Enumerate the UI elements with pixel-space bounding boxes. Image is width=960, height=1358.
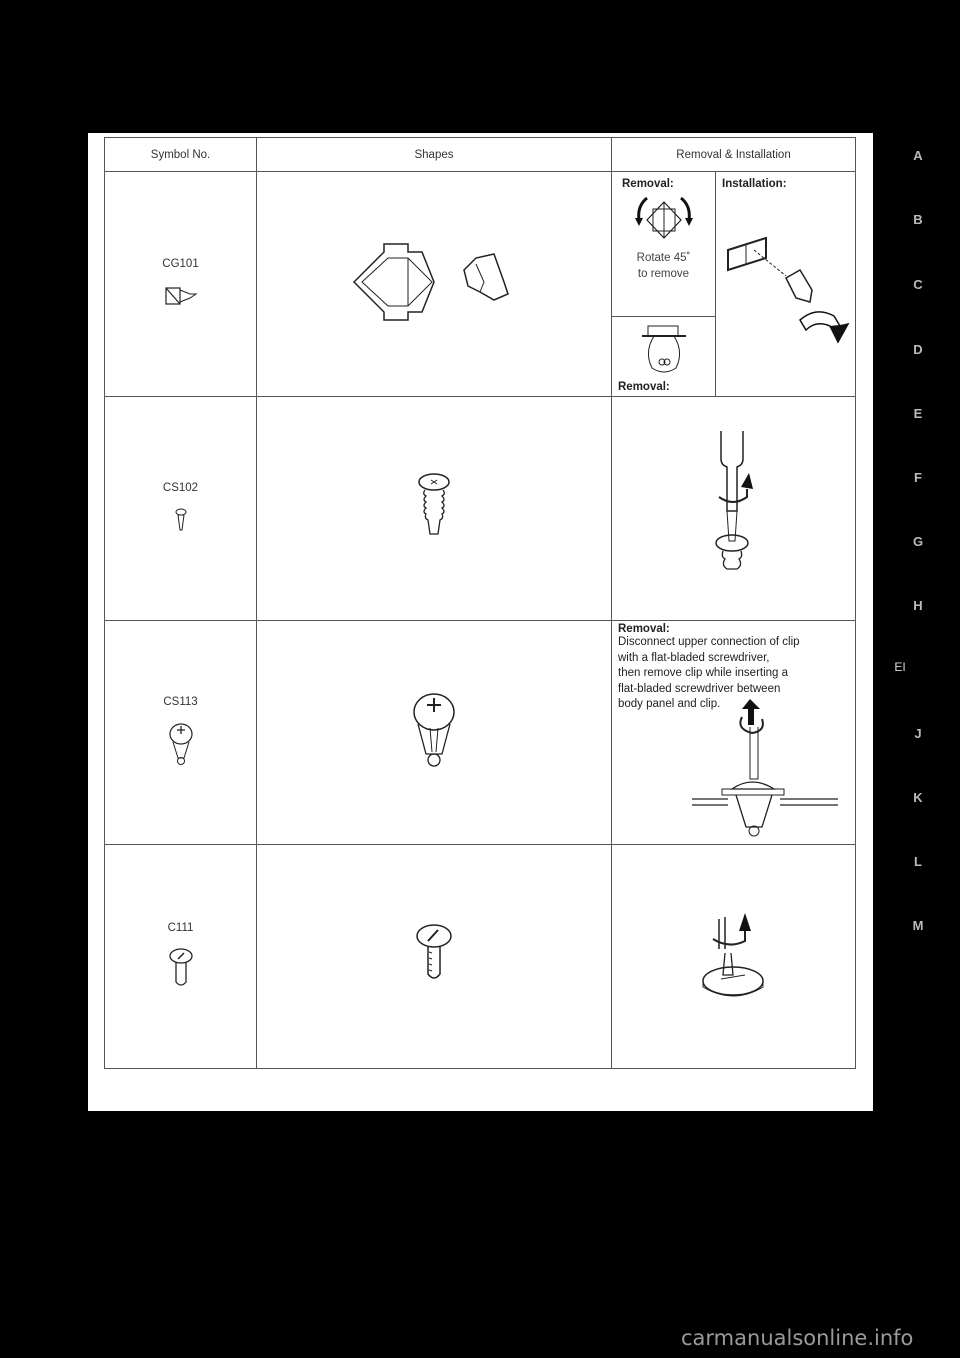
removal-desc-line-4: flat-bladed screwdriver between	[618, 682, 781, 695]
header-removal-installation: Removal & Installation	[612, 138, 856, 172]
section-index-k[interactable]: K	[913, 790, 923, 805]
clip-pry-removal-icon	[692, 699, 842, 844]
removal-installation-cell	[612, 845, 856, 1069]
symbol-code: CS113	[163, 696, 198, 708]
table-row	[105, 397, 856, 621]
screw-cs102-shape-icon	[414, 472, 454, 540]
shape-cell	[257, 621, 612, 845]
rotate-arrows-icon	[629, 190, 699, 246]
symbol-code: C111	[167, 922, 194, 934]
rotate-note-2: to remove	[637, 267, 690, 280]
section-index-m[interactable]: M	[912, 918, 924, 933]
screw-c111-symbol-icon	[168, 948, 194, 988]
pinch-removal-icon	[634, 322, 694, 376]
screw-c111-shape-icon	[414, 924, 454, 984]
removal-label: Removal:	[622, 178, 674, 190]
clip-table	[104, 137, 856, 1069]
symbol-cell	[105, 172, 257, 397]
watermark: carmanualsonline.info	[681, 1326, 914, 1350]
section-index-f[interactable]: F	[914, 470, 922, 485]
clip-cs113-shape-icon	[410, 690, 458, 770]
section-index-e[interactable]: E	[913, 406, 923, 421]
shape-cell	[257, 845, 612, 1069]
table-row	[105, 845, 856, 1069]
installation-label: Installation:	[722, 178, 787, 190]
installation-diagram-icon	[716, 190, 854, 350]
installation-cell	[716, 172, 856, 397]
section-index-d[interactable]: D	[913, 342, 923, 357]
header-symbol: Symbol No.	[105, 138, 257, 172]
removal-installation-cell	[612, 397, 856, 621]
removal-installation-cell	[612, 621, 856, 845]
screw-cs102-symbol-icon	[174, 508, 188, 532]
removal-pinch-cell	[612, 317, 716, 397]
symbol-code: CG101	[162, 257, 199, 270]
shape-cell	[257, 397, 612, 621]
section-index-j[interactable]: J	[914, 726, 922, 741]
removal-label-2: Removal:	[618, 381, 670, 393]
table-row	[105, 172, 856, 317]
removal-desc-line-5: body panel and clip.	[618, 698, 721, 710]
section-index-g[interactable]: G	[912, 534, 924, 549]
header-shapes: Shapes	[257, 138, 612, 172]
section-index-a[interactable]: A	[913, 148, 923, 163]
screwdriver-turn-icon	[699, 909, 769, 999]
section-index-h[interactable]: H	[913, 598, 923, 613]
clip-cg101-shape-icon	[344, 242, 524, 322]
symbol-cell	[105, 621, 257, 845]
section-index-ei[interactable]: EI	[894, 660, 906, 674]
table-header	[105, 138, 856, 172]
removal-desc-line-1: Disconnect upper connection of clip	[618, 636, 800, 648]
removal-rotate-cell	[612, 172, 716, 317]
symbol-cell	[105, 397, 257, 621]
table-row	[105, 621, 856, 845]
section-index-c[interactable]: C	[913, 277, 923, 292]
shape-cell	[257, 172, 612, 397]
removal-label: Removal:	[618, 623, 670, 635]
clip-cg101-symbol-icon	[164, 284, 198, 308]
section-index-l[interactable]: L	[914, 854, 922, 869]
removal-desc-line-3: then remove clip while inserting a	[618, 667, 789, 679]
screwdriver-remove-icon	[709, 431, 759, 581]
symbol-code: CS102	[162, 482, 199, 494]
clip-cs113-symbol-icon	[168, 722, 194, 766]
symbol-cell	[105, 845, 257, 1069]
rotate-note-1: Rotate 45˚	[636, 252, 691, 264]
section-index-b[interactable]: B	[913, 212, 923, 227]
removal-desc-line-2: with a flat-bladed screwdriver,	[618, 651, 770, 664]
